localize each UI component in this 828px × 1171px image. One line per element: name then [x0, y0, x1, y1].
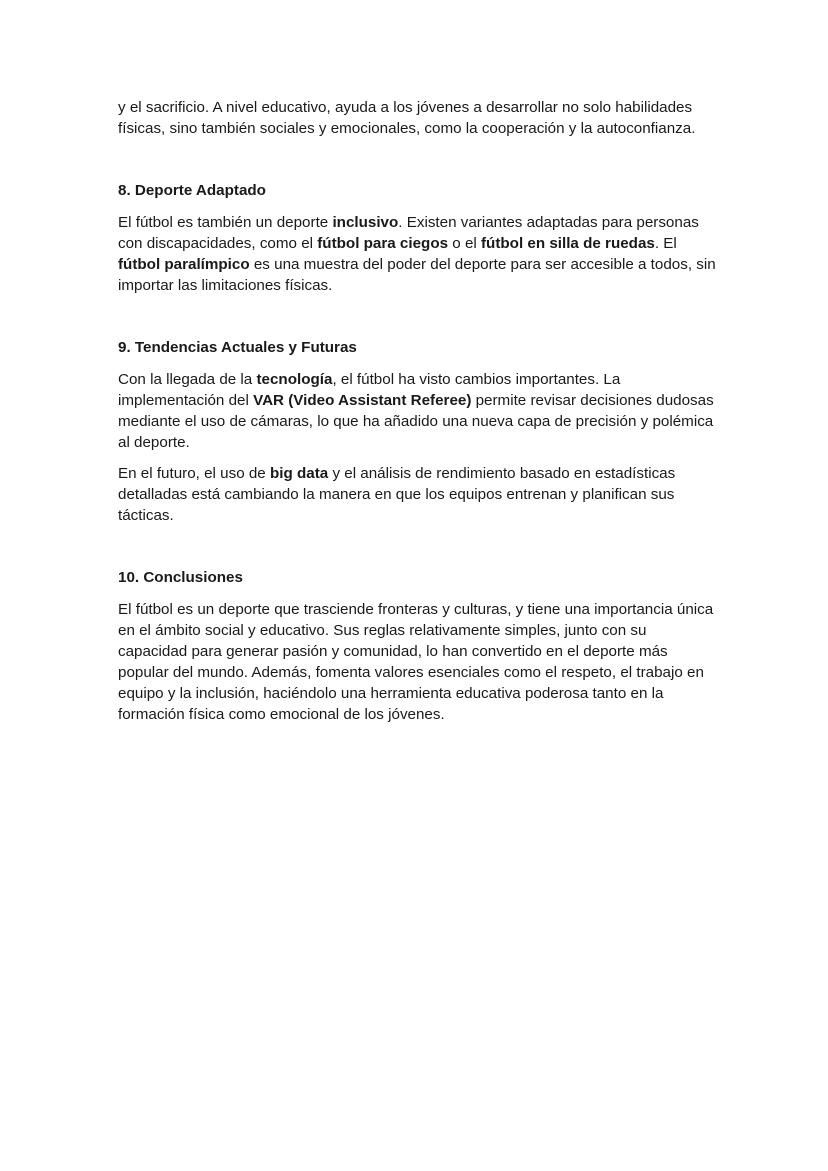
section-paragraph: El fútbol es un deporte que trasciende fronteras y culturas, y tiene una importancia única en el ámbito social y educativo. Sus reglas relativamente simples, junto con su capacidad para generar pasión y comunidad, lo han convertido en el deporte más popular del mundo. Además, fomenta valores esenciales como el respeto, el trabajo en equipo y la inclusión, haciéndolo una herramienta educativa poderosa tanto en la formación física como emocional de los jóvenes.	[118, 601, 714, 723]
text-run: es una muestra del poder del deporte para ser accesible a todos, sin importar las limitaciones físicas.	[118, 256, 716, 294]
section-conclusiones	[118, 567, 718, 725]
section-title: 8. Deporte Adaptado	[118, 182, 266, 199]
document-page	[118, 97, 718, 725]
section-tendencias	[118, 337, 718, 526]
text-run: o el	[448, 235, 481, 252]
text-run: permite revisar decisiones dudosas mediante el uso de cámaras, lo que ha añadido una nueva capa de precisión y polémica al deporte.	[118, 392, 714, 451]
bold-term: fútbol en silla de ruedas	[481, 235, 655, 252]
bold-term: big data	[269, 465, 329, 482]
text-run: . Existen variantes adaptadas para personas con discapacidades, como el	[118, 214, 699, 252]
bold-term: tecnología	[256, 371, 333, 388]
section-paragraph	[118, 212, 718, 296]
text-run: , el fútbol ha visto cambios importantes. La implementación del	[118, 371, 621, 409]
text-run: y el análisis de rendimiento basado en estadísticas detalladas está cambiando la manera en que los equipos entrenan y planifican sus tácticas.	[118, 465, 676, 524]
section-deporte-adaptado	[118, 180, 718, 296]
text-run: En el futuro, el uso de	[118, 465, 270, 482]
section-title: 10. Conclusiones	[118, 569, 243, 586]
bold-term: fútbol para ciegos	[317, 235, 449, 252]
text-run: . El	[654, 235, 677, 252]
section-paragraph	[118, 369, 718, 453]
section-title: 9. Tendencias Actuales y Futuras	[118, 339, 357, 356]
bold-term: VAR (Video Assistant Referee)	[253, 392, 472, 409]
section-paragraph	[118, 463, 718, 526]
text-run: El fútbol es también un deporte	[118, 214, 333, 231]
text-run: Con la llegada de la	[118, 371, 257, 388]
bold-term: inclusivo	[332, 214, 399, 231]
bold-term: fútbol paralímpico	[118, 256, 250, 273]
intro-paragraph: y el sacrificio. A nivel educativo, ayuda a los jóvenes a desarrollar no solo habilidades físicas, sino también sociales y emocionales, como la cooperación y la autoconfianza.	[118, 99, 696, 137]
